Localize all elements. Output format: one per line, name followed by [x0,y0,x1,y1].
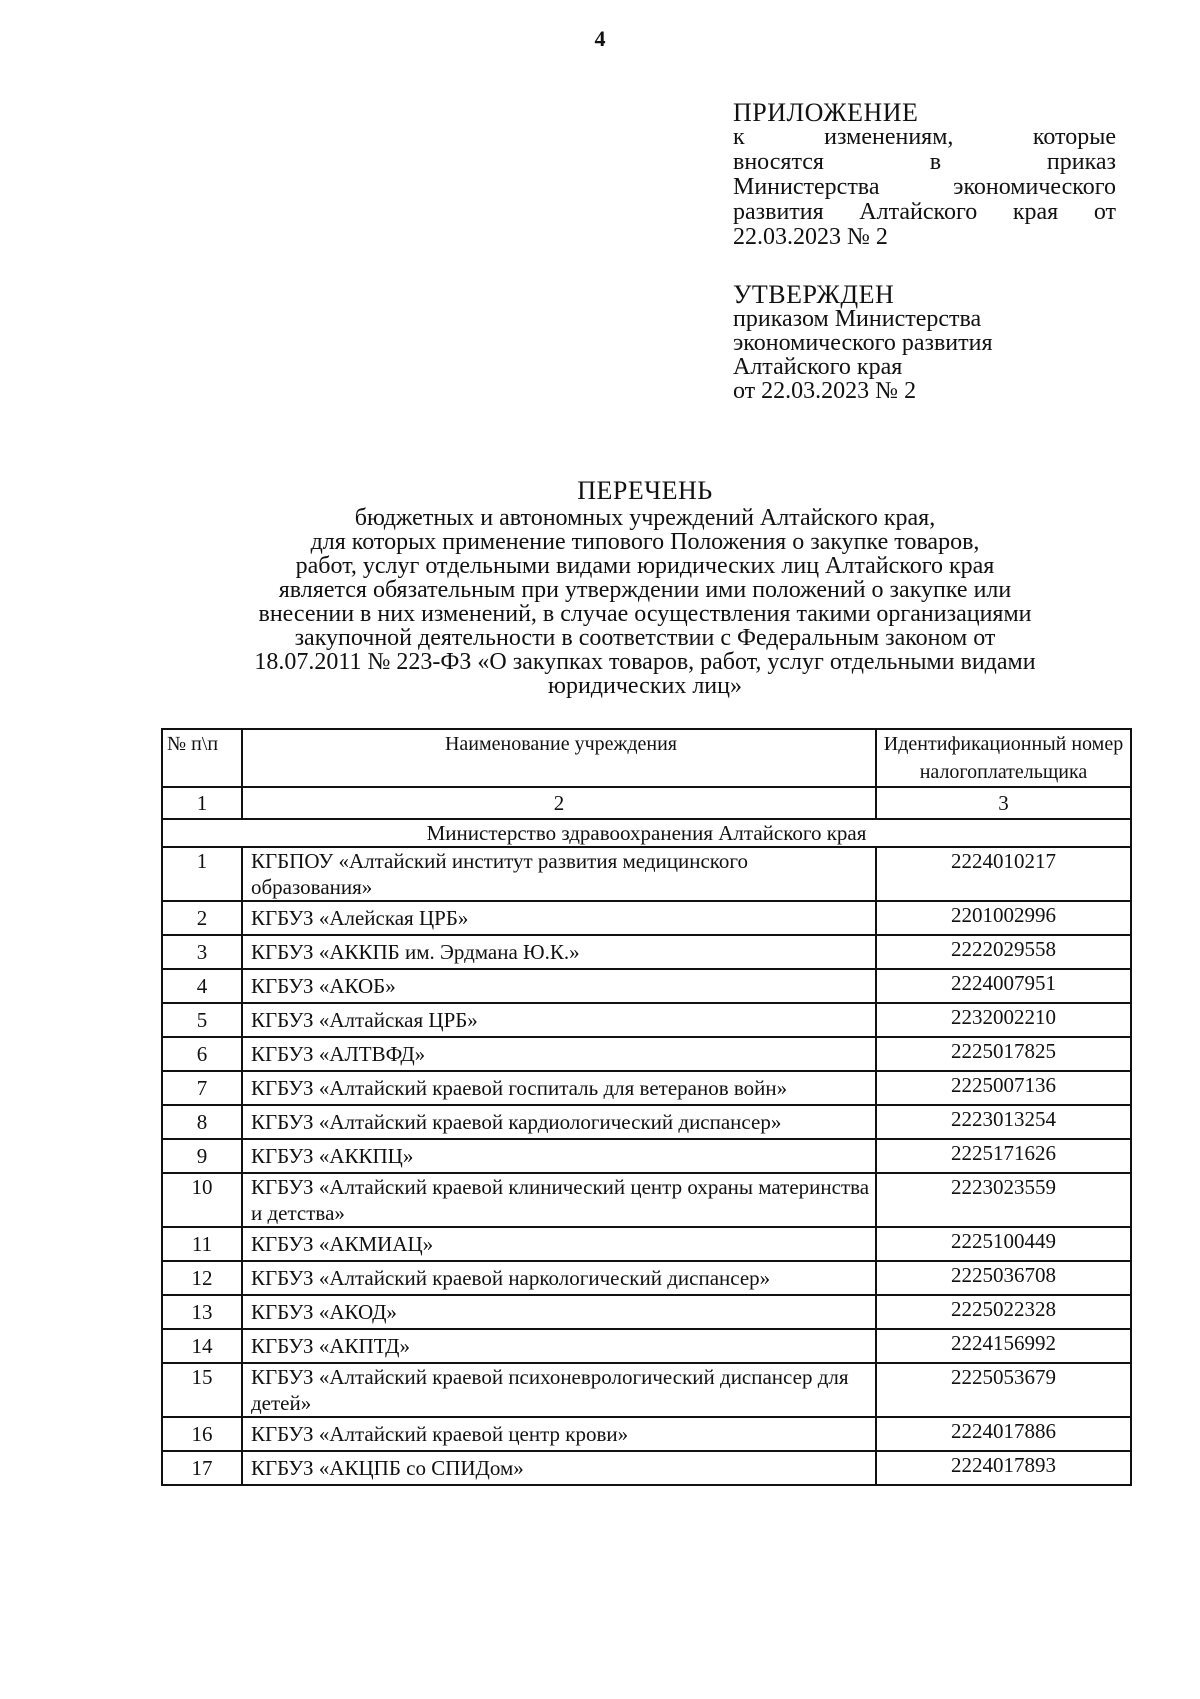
row-institution-name: КГБУЗ «Алтайский краевой наркологический диспансер» [242,1261,876,1295]
table-row [162,1329,1131,1363]
row-inn: 2224007951 [876,969,1131,1003]
row-institution-name: КГБУЗ «АКОД» [242,1295,876,1329]
table-row [162,847,1131,901]
row-inn: 2224017886 [876,1417,1131,1451]
row-number: 8 [162,1105,242,1139]
row-institution-name: КГБУЗ «АКМИАЦ» [242,1227,876,1261]
row-institution-name: КГБУЗ «Алтайский краевой центр крови» [242,1417,876,1451]
row-inn: 2225022328 [876,1295,1131,1329]
header-inn: Идентификационный номер налогоплательщика [876,729,1131,787]
appendix-line: вносятся в приказ [733,149,1116,175]
row-inn: 2225100449 [876,1227,1131,1261]
table-row [162,969,1131,1003]
table-index-row [162,787,1131,819]
row-number: 9 [162,1139,242,1173]
row-inn: 2222029558 [876,935,1131,969]
row-inn: 2223013254 [876,1105,1131,1139]
table-header-row [162,729,1131,787]
table-row [162,1261,1131,1295]
row-institution-name: КГБУЗ «АКПТД» [242,1329,876,1363]
table-row [162,1363,1131,1417]
row-institution-name: КГБУЗ «Алтайский краевой психоневрологический диспансер для детей» [242,1363,876,1417]
list-subtitle-line: внесении в них изменений, в случае осуществления такими организациями [258,601,1032,627]
row-inn: 2225171626 [876,1139,1131,1173]
list-title: ПЕРЕЧЕНЬ [577,476,713,505]
row-number: 2 [162,901,242,935]
row-institution-name: КГБПОУ «Алтайский институт развития медицинского образования» [242,847,876,901]
approved-title: УТВЕРЖДЕН [733,280,895,309]
row-inn: 2224010217 [876,847,1131,901]
row-number: 7 [162,1071,242,1105]
list-subtitle-line: для которых применение типового Положения о закупке товаров, [310,529,980,555]
row-number: 3 [162,935,242,969]
row-institution-name: КГБУЗ «АКОБ» [242,969,876,1003]
row-number: 4 [162,969,242,1003]
row-institution-name: КГБУЗ «АЛТВФД» [242,1037,876,1071]
index-cell: 3 [876,787,1131,819]
table-row [162,1139,1131,1173]
row-number: 11 [162,1227,242,1261]
institutions-table [161,728,1132,1486]
row-institution-name: КГБУЗ «Алтайский краевой кардиологический диспансер» [242,1105,876,1139]
row-inn: 2224156992 [876,1329,1131,1363]
approved-line: экономического развития [733,330,993,356]
row-institution-name: КГБУЗ «АККПЦ» [242,1139,876,1173]
row-number: 5 [162,1003,242,1037]
table-row [162,1417,1131,1451]
row-inn: 2223023559 [876,1173,1131,1227]
row-inn: 2224017893 [876,1451,1131,1485]
row-number: 16 [162,1417,242,1451]
appendix-line: развития Алтайского края от [733,199,1116,225]
row-number: 13 [162,1295,242,1329]
section-row [162,819,1131,847]
row-inn: 2225036708 [876,1261,1131,1295]
approved-line: Алтайского края [733,354,903,380]
table-row [162,1071,1131,1105]
row-inn: 2225017825 [876,1037,1131,1071]
row-institution-name: КГБУЗ «АККПБ им. Эрдмана Ю.К.» [242,935,876,969]
row-institution-name: КГБУЗ «Алейская ЦРБ» [242,901,876,935]
header-name: Наименование учреждения [242,729,876,787]
appendix-line: к изменениям, которые [733,124,1116,150]
row-institution-name: КГБУЗ «Алтайский краевой клинический центр охраны материнства и детства» [242,1173,876,1227]
table-row [162,935,1131,969]
row-number: 6 [162,1037,242,1071]
approved-line: приказом Министерства [733,306,982,332]
approved-block [733,280,1133,404]
list-subtitle-line: является обязательным при утверждении ими положений о закупке или [278,577,1012,603]
table-row [162,1173,1131,1227]
row-inn: 2225053679 [876,1363,1131,1417]
appendix-title: ПРИЛОЖЕНИЕ [733,98,919,127]
appendix-line: Министерства экономического [733,174,1116,200]
row-inn: 2232002210 [876,1003,1131,1037]
row-institution-name: КГБУЗ «АКЦПБ со СПИДом» [242,1451,876,1485]
row-number: 15 [162,1363,242,1417]
index-cell: 1 [162,787,242,819]
appendix-line: 22.03.2023 № 2 [733,224,888,250]
list-heading [160,476,1130,698]
row-institution-name: КГБУЗ «Алтайская ЦРБ» [242,1003,876,1037]
table-row [162,1295,1131,1329]
table-row [162,1451,1131,1485]
list-subtitle [160,506,1130,698]
page-number: 4 [594,26,606,51]
section-title: Министерство здравоохранения Алтайского края [162,819,1131,847]
table-row [162,1037,1131,1071]
row-number: 14 [162,1329,242,1363]
row-number: 17 [162,1451,242,1485]
row-number: 1 [162,847,242,901]
appendix-block [733,100,1116,250]
table-row [162,901,1131,935]
index-cell: 2 [242,787,876,819]
list-subtitle-line: работ, услуг отдельными видами юридических лиц Алтайского края [295,553,995,579]
table-row [162,1003,1131,1037]
list-subtitle-line: бюджетных и автономных учреждений Алтайского края, [354,505,936,531]
row-number: 10 [162,1173,242,1227]
row-inn: 2201002996 [876,901,1131,935]
approved-line: от 22.03.2023 № 2 [733,378,917,404]
list-subtitle-line: 18.07.2011 № 223-ФЗ «О закупках товаров, работ, услуг отдельными видами [254,649,1036,675]
list-subtitle-line: юридических лиц» [548,673,742,699]
row-inn: 2225007136 [876,1071,1131,1105]
table-row [162,1227,1131,1261]
header-num: № п\п [162,729,242,787]
table-row [162,1105,1131,1139]
row-number: 12 [162,1261,242,1295]
list-subtitle-line: закупочной деятельности в соответствии с Федеральным законом от [294,625,996,651]
row-institution-name: КГБУЗ «Алтайский краевой госпиталь для ветеранов войн» [242,1071,876,1105]
